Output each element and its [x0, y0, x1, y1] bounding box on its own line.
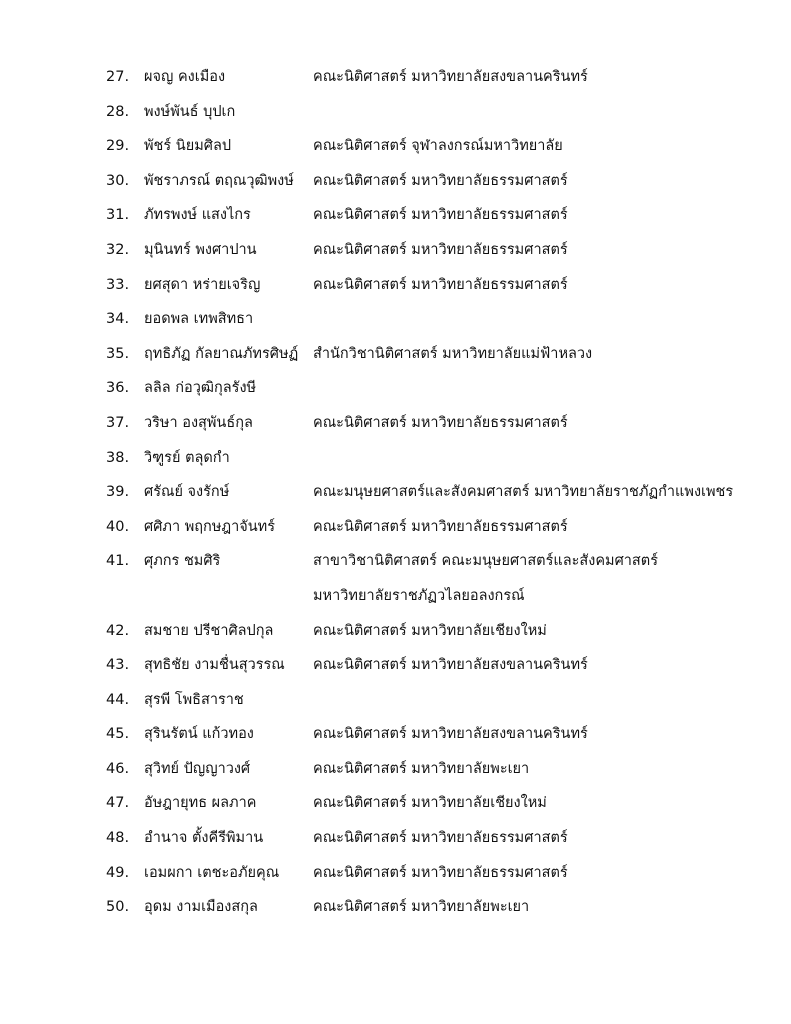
entry-number: 48. [106, 830, 130, 847]
entry-number: 32. [106, 241, 130, 258]
entry-number: 29. [106, 138, 130, 155]
entry-name: ยศสุดา หร่ายเจริญ [144, 276, 261, 293]
entry-affiliation: คณะนิติศาสตร์ มหาวิทยาลัยธรรมศาสตร์ [313, 241, 568, 258]
list-item [0, 268, 791, 303]
entry-affiliation: คณะนิติศาสตร์ มหาวิทยาลัยธรรมศาสตร์ [313, 207, 568, 224]
list-item [0, 337, 791, 372]
entry-name: เอมผกา เตชะอภัยคุณ [144, 864, 280, 881]
list-item [0, 683, 791, 718]
entry-affiliation: คณะนิติศาสตร์ มหาวิทยาลัยธรรมศาสตร์ [313, 518, 568, 535]
list-item [0, 406, 791, 441]
entry-number: 33. [106, 276, 130, 293]
entry-name: อุดม งามเมืองสกุล [144, 899, 258, 916]
entry-name: พงษ์พันธ์ บุปเก [144, 103, 236, 120]
entry-affiliation: คณะนิติศาสตร์ มหาวิทยาลัยเชียงใหม่ [313, 795, 547, 812]
list-item [0, 856, 791, 891]
entry-name: สุรินรัตน์ แก้วทอง [144, 726, 254, 743]
list-item [0, 890, 791, 925]
entry-name: สุวิทย์ ปัญญาวงศ์ [144, 760, 251, 777]
list-item [0, 786, 791, 821]
entry-name: ฤทธิภัฏ กัลยาณภัทรศิษฏ์ [144, 345, 299, 362]
entry-name: สุรพี โพธิสาราช [144, 691, 244, 708]
list-item [0, 752, 791, 787]
list-item [0, 302, 791, 337]
entry-name: ศุภกร ชมศิริ [144, 553, 221, 570]
entry-number: 47. [106, 795, 130, 812]
entry-name: มุนินทร์ พงศาปาน [144, 241, 257, 258]
entry-number: 50. [106, 899, 130, 916]
list-item [0, 95, 791, 130]
entry-name: ลลิล ก่อวุฒิกุลรังษี [144, 380, 257, 397]
entry-number: 41. [106, 553, 130, 570]
entry-number: 40. [106, 518, 130, 535]
entry-affiliation: คณะนิติศาสตร์ มหาวิทยาลัยสงขลานครินทร์ [313, 726, 588, 743]
entry-number: 35. [106, 345, 130, 362]
entry-name: พัชราภรณ์ ตฤณวุฒิพงษ์ [144, 172, 294, 189]
list-item [0, 233, 791, 268]
list-item [0, 821, 791, 856]
entry-name: ภัทรพงษ์ แสงไกร [144, 207, 251, 224]
entry-name: พัชร์ นิยมศิลป [144, 138, 232, 155]
entry-affiliation: คณะนิติศาสตร์ มหาวิทยาลัยสงขลานครินทร์ [313, 69, 588, 85]
entry-name: อำนาจ ตั้งคีรีพิมาน [144, 830, 264, 847]
entry-name: ยอดพล เทพสิทธา [144, 311, 254, 328]
entry-number: 37. [106, 414, 130, 431]
entry-number: 27. [106, 69, 130, 85]
entry-affiliation: คณะนิติศาสตร์ มหาวิทยาลัยธรรมศาสตร์ [313, 172, 568, 189]
entry-affiliation: คณะนิติศาสตร์ มหาวิทยาลัยธรรมศาสตร์ [313, 414, 568, 431]
entry-number: 28. [106, 103, 130, 120]
entry-name: ผจญ คงเมือง [144, 69, 226, 85]
entry-affiliation: คณะนิติศาสตร์ มหาวิทยาลัยธรรมศาสตร์ [313, 276, 568, 293]
entry-affiliation: สาขาวิชานิติศาสตร์ คณะมนุษยศาสตร์และสังคมศาสตร์ [313, 553, 658, 570]
entry-affiliation: คณะนิติศาสตร์ มหาวิทยาลัยพะเยา [313, 760, 530, 777]
list-item [0, 164, 791, 199]
list-item [0, 510, 791, 545]
entry-number: 30. [106, 172, 130, 189]
list-item [0, 648, 791, 683]
entry-number: 42. [106, 622, 130, 639]
entry-name: ศรัณย์ จงรักษ์ [144, 484, 230, 501]
list-item [0, 614, 791, 649]
entry-number: 45. [106, 726, 130, 743]
entry-number: 49. [106, 864, 130, 881]
entry-affiliation: คณะนิติศาสตร์ มหาวิทยาลัยธรรมศาสตร์ [313, 864, 568, 881]
list-item [0, 60, 791, 95]
entry-name: วริษา องสุพันธ์กุล [144, 414, 253, 431]
entry-name: สมชาย ปรีชาศิลปกุล [144, 622, 274, 639]
entry-number: 43. [106, 657, 130, 674]
list-item [0, 198, 791, 233]
entry-affiliation: คณะนิติศาสตร์ มหาวิทยาลัยเชียงใหม่ [313, 622, 547, 639]
entry-affiliation: คณะนิติศาสตร์ มหาวิทยาลัยสงขลานครินทร์ [313, 657, 588, 674]
member-list [0, 60, 791, 925]
list-item [0, 371, 791, 406]
list-item [0, 544, 791, 579]
entry-name: อัษฎายุทธ ผลภาค [144, 795, 257, 812]
list-item [0, 475, 791, 510]
entry-affiliation: คณะมนุษยศาสตร์และสังคมศาสตร์ มหาวิทยาลัยราชภัฏกำแพงเพชร [313, 484, 734, 501]
entry-name: ศศิภา พฤกษฎาจันทร์ [144, 518, 276, 535]
entry-affiliation: คณะนิติศาสตร์ จุฬาลงกรณ์มหาวิทยาลัย [313, 138, 563, 155]
entry-name: วิฑูรย์ ตลุดกำ [144, 449, 230, 466]
list-item [0, 129, 791, 164]
list-item [0, 717, 791, 752]
entry-name: สุทธิชัย งามชื่นสุวรรณ [144, 657, 285, 674]
entry-number: 36. [106, 380, 130, 397]
entry-affiliation: คณะนิติศาสตร์ มหาวิทยาลัยธรรมศาสตร์ [313, 830, 568, 847]
entry-number: 31. [106, 207, 130, 224]
list-item [0, 441, 791, 476]
entry-number: 34. [106, 311, 130, 328]
entry-number: 46. [106, 760, 130, 777]
entry-affiliation: มหาวิทยาลัยราชภัฏวไลยอลงกรณ์ [313, 587, 525, 604]
entry-affiliation: สำนักวิชานิติศาสตร์ มหาวิทยาลัยแม่ฟ้าหลวง [313, 345, 593, 362]
entry-number: 44. [106, 691, 130, 708]
entry-number: 38. [106, 449, 130, 466]
list-item [0, 579, 791, 614]
entry-number: 39. [106, 484, 130, 501]
entry-affiliation: คณะนิติศาสตร์ มหาวิทยาลัยพะเยา [313, 899, 530, 916]
